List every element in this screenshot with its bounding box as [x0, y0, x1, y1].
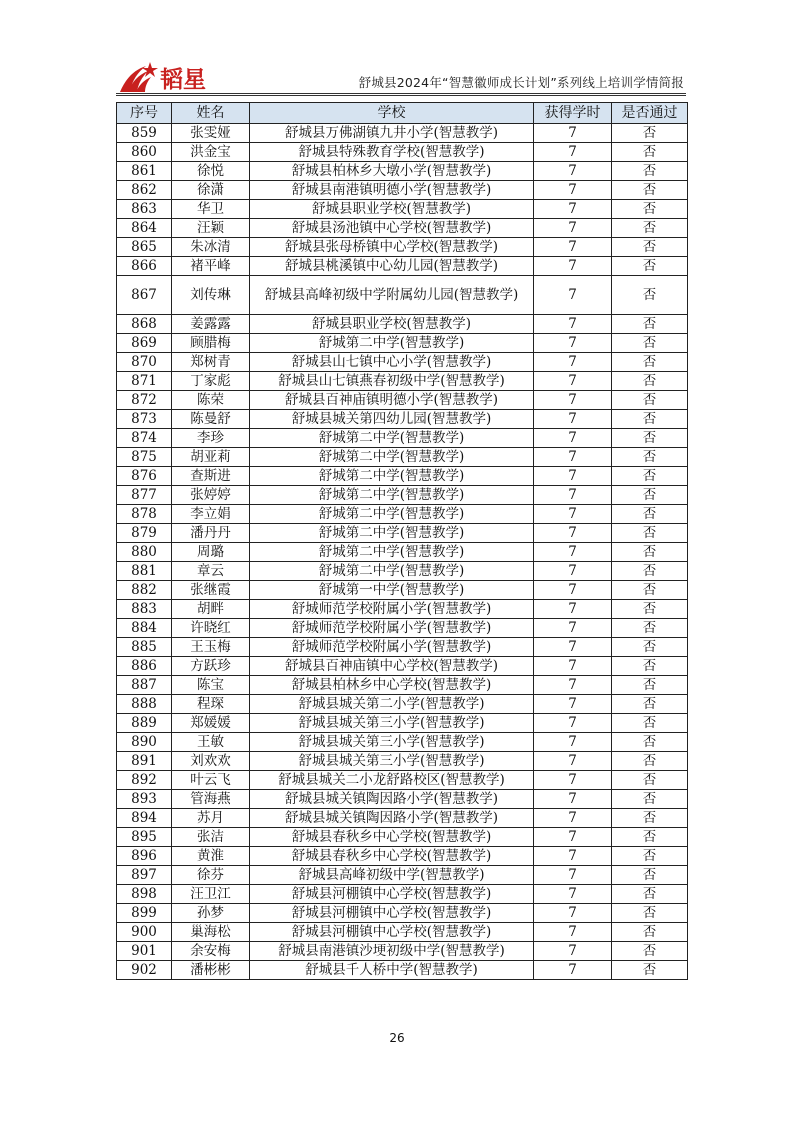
- cell-school: 舒城县柏林乡大墩小学(智慧教学): [250, 162, 534, 181]
- cell-name: 叶云飞: [172, 771, 250, 790]
- table-header-row: [117, 103, 688, 124]
- cell-index: 889: [117, 714, 172, 733]
- cell-hours: 7: [534, 410, 612, 429]
- table-row: [117, 334, 688, 353]
- table-row: [117, 619, 688, 638]
- table-row: [117, 562, 688, 581]
- cell-index: 862: [117, 181, 172, 200]
- cell-school: 舒城县河棚镇中心学校(智慧教学): [250, 923, 534, 942]
- cell-name: 许晓红: [172, 619, 250, 638]
- cell-passed: 否: [612, 143, 688, 162]
- cell-index: 887: [117, 676, 172, 695]
- cell-school: 舒城师范学校附属小学(智慧教学): [250, 600, 534, 619]
- cell-school: 舒城县桃溪镇中心幼儿园(智慧教学): [250, 257, 534, 276]
- cell-index: 885: [117, 638, 172, 657]
- cell-name: 胡畔: [172, 600, 250, 619]
- cell-index: 898: [117, 885, 172, 904]
- cell-name: 张继霞: [172, 581, 250, 600]
- table-row: [117, 942, 688, 961]
- cell-school: 舒城第二中学(智慧教学): [250, 524, 534, 543]
- cell-school: 舒城县千人桥中学(智慧教学): [250, 961, 534, 980]
- table-row: [117, 866, 688, 885]
- cell-index: 893: [117, 790, 172, 809]
- cell-school: 舒城师范学校附属小学(智慧教学): [250, 638, 534, 657]
- cell-school: 舒城县春秋乡中心学校(智慧教学): [250, 828, 534, 847]
- cell-school: 舒城师范学校附属小学(智慧教学): [250, 619, 534, 638]
- cell-index: 865: [117, 238, 172, 257]
- cell-index: 861: [117, 162, 172, 181]
- cell-index: 891: [117, 752, 172, 771]
- cell-school: 舒城县柏林乡中心学校(智慧教学): [250, 676, 534, 695]
- table-row: [117, 885, 688, 904]
- table-row: [117, 733, 688, 752]
- cell-passed: 否: [612, 619, 688, 638]
- cell-school: 舒城县城关镇陶因路小学(智慧教学): [250, 790, 534, 809]
- page-number: 26: [389, 1031, 405, 1045]
- cell-name: 孙梦: [172, 904, 250, 923]
- cell-index: 895: [117, 828, 172, 847]
- cell-school: 舒城县河棚镇中心学校(智慧教学): [250, 885, 534, 904]
- table-row: [117, 657, 688, 676]
- cell-name: 朱冰清: [172, 238, 250, 257]
- cell-name: 管海燕: [172, 790, 250, 809]
- cell-school: 舒城县南港镇明德小学(智慧教学): [250, 181, 534, 200]
- cell-school: 舒城第一中学(智慧教学): [250, 581, 534, 600]
- cell-school: 舒城县山七镇中心小学(智慧教学): [250, 353, 534, 372]
- cell-index: 869: [117, 334, 172, 353]
- table-row: [117, 961, 688, 980]
- cell-school: 舒城第二中学(智慧教学): [250, 562, 534, 581]
- cell-hours: 7: [534, 752, 612, 771]
- cell-hours: 7: [534, 315, 612, 334]
- cell-passed: 否: [612, 524, 688, 543]
- cell-passed: 否: [612, 790, 688, 809]
- cell-name: 徐芬: [172, 866, 250, 885]
- cell-name: 张婷婷: [172, 486, 250, 505]
- cell-index: 866: [117, 257, 172, 276]
- column-header-school: 学校: [250, 103, 534, 124]
- cell-hours: 7: [534, 733, 612, 752]
- cell-school: 舒城县城关第三小学(智慧教学): [250, 733, 534, 752]
- cell-name: 张雯娅: [172, 124, 250, 143]
- cell-passed: 否: [612, 486, 688, 505]
- cell-name: 褚平峰: [172, 257, 250, 276]
- cell-index: 863: [117, 200, 172, 219]
- cell-passed: 否: [612, 181, 688, 200]
- cell-name: 陈宝: [172, 676, 250, 695]
- table-row: [117, 486, 688, 505]
- cell-school: 舒城第二中学(智慧教学): [250, 543, 534, 562]
- cell-name: 潘彬彬: [172, 961, 250, 980]
- table-row: [117, 638, 688, 657]
- cell-name: 周璐: [172, 543, 250, 562]
- column-header-index: 序号: [117, 103, 172, 124]
- cell-school: 舒城县高峰初级中学(智慧教学): [250, 866, 534, 885]
- table-row: [117, 524, 688, 543]
- cell-school: 舒城第二中学(智慧教学): [250, 505, 534, 524]
- cell-index: 881: [117, 562, 172, 581]
- cell-passed: 否: [612, 904, 688, 923]
- cell-name: 丁家彪: [172, 372, 250, 391]
- table-row: [117, 505, 688, 524]
- cell-name: 张洁: [172, 828, 250, 847]
- cell-school: 舒城县南港镇沙埂初级中学(智慧教学): [250, 942, 534, 961]
- cell-hours: 7: [534, 162, 612, 181]
- cell-school: 舒城县汤池镇中心学校(智慧教学): [250, 219, 534, 238]
- cell-hours: 7: [534, 809, 612, 828]
- cell-name: 郑媛媛: [172, 714, 250, 733]
- cell-hours: 7: [534, 448, 612, 467]
- cell-index: 877: [117, 486, 172, 505]
- table-row: [117, 143, 688, 162]
- cell-hours: 7: [534, 600, 612, 619]
- table-row: [117, 809, 688, 828]
- cell-index: 875: [117, 448, 172, 467]
- cell-hours: 7: [534, 961, 612, 980]
- table-row: [117, 752, 688, 771]
- cell-passed: 否: [612, 771, 688, 790]
- cell-passed: 否: [612, 257, 688, 276]
- cell-passed: 否: [612, 467, 688, 486]
- cell-index: 886: [117, 657, 172, 676]
- cell-index: 878: [117, 505, 172, 524]
- cell-name: 黄淮: [172, 847, 250, 866]
- cell-name: 巢海松: [172, 923, 250, 942]
- cell-hours: 7: [534, 695, 612, 714]
- table-row: [117, 353, 688, 372]
- cell-hours: 7: [534, 790, 612, 809]
- cell-index: 884: [117, 619, 172, 638]
- cell-passed: 否: [612, 714, 688, 733]
- table-row: [117, 448, 688, 467]
- table-row: [117, 847, 688, 866]
- table-row: [117, 600, 688, 619]
- cell-passed: 否: [612, 733, 688, 752]
- cell-school: 舒城第二中学(智慧教学): [250, 429, 534, 448]
- cell-hours: 7: [534, 714, 612, 733]
- table-row: [117, 162, 688, 181]
- table-row: [117, 124, 688, 143]
- cell-school: 舒城第二中学(智慧教学): [250, 334, 534, 353]
- cell-passed: 否: [612, 809, 688, 828]
- svg-text:韬星: 韬星: [160, 66, 206, 93]
- cell-name: 程琛: [172, 695, 250, 714]
- cell-index: 901: [117, 942, 172, 961]
- table-body: [117, 124, 688, 980]
- training-roster-table: [116, 102, 688, 980]
- cell-school: 舒城县特殊教育学校(智慧教学): [250, 143, 534, 162]
- cell-school: 舒城县河棚镇中心学校(智慧教学): [250, 904, 534, 923]
- cell-name: 查斯进: [172, 467, 250, 486]
- cell-name: 胡亚莉: [172, 448, 250, 467]
- cell-index: 879: [117, 524, 172, 543]
- table-row: [117, 828, 688, 847]
- document-title: 舒城县2024年“智慧徽师成长计划”系列线上培训学情简报: [358, 75, 684, 90]
- table-row: [117, 372, 688, 391]
- cell-passed: 否: [612, 448, 688, 467]
- page-header: [116, 58, 686, 96]
- cell-passed: 否: [612, 505, 688, 524]
- cell-name: 刘传琳: [172, 276, 250, 315]
- table-row: [117, 676, 688, 695]
- cell-index: 874: [117, 429, 172, 448]
- cell-passed: 否: [612, 657, 688, 676]
- cell-index: 868: [117, 315, 172, 334]
- cell-school: 舒城县城关二小龙舒路校区(智慧教学): [250, 771, 534, 790]
- cell-name: 顾腊梅: [172, 334, 250, 353]
- cell-hours: 7: [534, 923, 612, 942]
- cell-index: 899: [117, 904, 172, 923]
- cell-school: 舒城县春秋乡中心学校(智慧教学): [250, 847, 534, 866]
- cell-passed: 否: [612, 600, 688, 619]
- cell-name: 余安梅: [172, 942, 250, 961]
- table-row: [117, 543, 688, 562]
- cell-index: 896: [117, 847, 172, 866]
- cell-index: 890: [117, 733, 172, 752]
- cell-passed: 否: [612, 885, 688, 904]
- cell-passed: 否: [612, 828, 688, 847]
- cell-index: 902: [117, 961, 172, 980]
- cell-passed: 否: [612, 847, 688, 866]
- cell-school: 舒城县城关第二小学(智慧教学): [250, 695, 534, 714]
- cell-school: 舒城县百神庙镇明德小学(智慧教学): [250, 391, 534, 410]
- column-header-name: 姓名: [172, 103, 250, 124]
- cell-name: 洪金宝: [172, 143, 250, 162]
- cell-index: 873: [117, 410, 172, 429]
- cell-school: 舒城县万佛湖镇九井小学(智慧教学): [250, 124, 534, 143]
- cell-hours: 7: [534, 124, 612, 143]
- cell-passed: 否: [612, 638, 688, 657]
- cell-hours: 7: [534, 467, 612, 486]
- cell-school: 舒城县职业学校(智慧教学): [250, 200, 534, 219]
- cell-passed: 否: [612, 391, 688, 410]
- cell-hours: 7: [534, 505, 612, 524]
- cell-school: 舒城县高峰初级中学附属幼儿园(智慧教学): [250, 276, 534, 315]
- cell-name: 苏月: [172, 809, 250, 828]
- table-row: [117, 410, 688, 429]
- cell-hours: 7: [534, 904, 612, 923]
- cell-hours: 7: [534, 143, 612, 162]
- brand-logo: [116, 58, 212, 94]
- cell-index: 897: [117, 866, 172, 885]
- table-row: [117, 790, 688, 809]
- table-row: [117, 467, 688, 486]
- header-divider: [116, 93, 686, 94]
- cell-school: 舒城县张母桥镇中心学校(智慧教学): [250, 238, 534, 257]
- cell-name: 潘丹丹: [172, 524, 250, 543]
- cell-hours: 7: [534, 257, 612, 276]
- cell-name: 陈荣: [172, 391, 250, 410]
- cell-name: 王敏: [172, 733, 250, 752]
- cell-name: 李珍: [172, 429, 250, 448]
- table-row: [117, 276, 688, 315]
- cell-name: 华卫: [172, 200, 250, 219]
- cell-hours: 7: [534, 219, 612, 238]
- table-row: [117, 581, 688, 600]
- cell-name: 汪卫江: [172, 885, 250, 904]
- cell-passed: 否: [612, 429, 688, 448]
- cell-index: 870: [117, 353, 172, 372]
- cell-hours: 7: [534, 676, 612, 695]
- cell-index: 888: [117, 695, 172, 714]
- cell-hours: 7: [534, 847, 612, 866]
- cell-passed: 否: [612, 162, 688, 181]
- cell-passed: 否: [612, 219, 688, 238]
- column-header-hours: 获得学时: [534, 103, 612, 124]
- cell-passed: 否: [612, 315, 688, 334]
- cell-hours: 7: [534, 866, 612, 885]
- cell-hours: 7: [534, 562, 612, 581]
- cell-passed: 否: [612, 124, 688, 143]
- cell-hours: 7: [534, 638, 612, 657]
- cell-passed: 否: [612, 372, 688, 391]
- cell-passed: 否: [612, 942, 688, 961]
- cell-hours: 7: [534, 372, 612, 391]
- cell-hours: 7: [534, 200, 612, 219]
- header-divider-secondary: [116, 95, 686, 96]
- cell-passed: 否: [612, 238, 688, 257]
- cell-index: 900: [117, 923, 172, 942]
- cell-hours: 7: [534, 942, 612, 961]
- cell-name: 王玉梅: [172, 638, 250, 657]
- cell-school: 舒城县城关第四幼儿园(智慧教学): [250, 410, 534, 429]
- cell-passed: 否: [612, 334, 688, 353]
- cell-passed: 否: [612, 676, 688, 695]
- table-row: [117, 238, 688, 257]
- table-row: [117, 429, 688, 448]
- cell-hours: 7: [534, 486, 612, 505]
- cell-index: 883: [117, 600, 172, 619]
- table-row: [117, 257, 688, 276]
- cell-index: 876: [117, 467, 172, 486]
- cell-hours: 7: [534, 771, 612, 790]
- table-row: [117, 181, 688, 200]
- cell-hours: 7: [534, 334, 612, 353]
- cell-hours: 7: [534, 276, 612, 315]
- cell-index: 864: [117, 219, 172, 238]
- table-row: [117, 923, 688, 942]
- cell-school: 舒城第二中学(智慧教学): [250, 486, 534, 505]
- cell-index: 880: [117, 543, 172, 562]
- cell-hours: 7: [534, 581, 612, 600]
- cell-school: 舒城第二中学(智慧教学): [250, 448, 534, 467]
- table-row: [117, 771, 688, 790]
- cell-name: 郑树青: [172, 353, 250, 372]
- cell-passed: 否: [612, 200, 688, 219]
- cell-school: 舒城第二中学(智慧教学): [250, 467, 534, 486]
- cell-index: 867: [117, 276, 172, 315]
- cell-passed: 否: [612, 866, 688, 885]
- table-row: [117, 904, 688, 923]
- cell-passed: 否: [612, 752, 688, 771]
- cell-school: 舒城县百神庙镇中心学校(智慧教学): [250, 657, 534, 676]
- cell-hours: 7: [534, 181, 612, 200]
- cell-school: 舒城县城关第三小学(智慧教学): [250, 752, 534, 771]
- cell-index: 894: [117, 809, 172, 828]
- cell-name: 陈曼舒: [172, 410, 250, 429]
- table-row: [117, 200, 688, 219]
- cell-school: 舒城县职业学校(智慧教学): [250, 315, 534, 334]
- cell-hours: 7: [534, 885, 612, 904]
- table-row: [117, 315, 688, 334]
- cell-passed: 否: [612, 695, 688, 714]
- table-row: [117, 714, 688, 733]
- cell-name: 章云: [172, 562, 250, 581]
- cell-passed: 否: [612, 923, 688, 942]
- cell-index: 859: [117, 124, 172, 143]
- cell-hours: 7: [534, 524, 612, 543]
- cell-name: 徐悦: [172, 162, 250, 181]
- cell-hours: 7: [534, 391, 612, 410]
- cell-index: 860: [117, 143, 172, 162]
- cell-name: 徐潇: [172, 181, 250, 200]
- cell-name: 刘欢欢: [172, 752, 250, 771]
- cell-school: 舒城县山七镇燕春初级中学(智慧教学): [250, 372, 534, 391]
- cell-passed: 否: [612, 562, 688, 581]
- cell-name: 汪颖: [172, 219, 250, 238]
- cell-school: 舒城县城关镇陶因路小学(智慧教学): [250, 809, 534, 828]
- cell-hours: 7: [534, 657, 612, 676]
- table-row: [117, 695, 688, 714]
- cell-hours: 7: [534, 238, 612, 257]
- cell-hours: 7: [534, 543, 612, 562]
- cell-hours: 7: [534, 353, 612, 372]
- cell-hours: 7: [534, 429, 612, 448]
- cell-hours: 7: [534, 828, 612, 847]
- cell-index: 872: [117, 391, 172, 410]
- cell-passed: 否: [612, 961, 688, 980]
- cell-index: 871: [117, 372, 172, 391]
- table-row: [117, 391, 688, 410]
- cell-passed: 否: [612, 410, 688, 429]
- cell-passed: 否: [612, 276, 688, 315]
- cell-index: 892: [117, 771, 172, 790]
- cell-hours: 7: [534, 619, 612, 638]
- cell-passed: 否: [612, 353, 688, 372]
- column-header-passed: 是否通过: [612, 103, 688, 124]
- cell-passed: 否: [612, 581, 688, 600]
- cell-name: 姜露露: [172, 315, 250, 334]
- cell-school: 舒城县城关第三小学(智慧教学): [250, 714, 534, 733]
- cell-passed: 否: [612, 543, 688, 562]
- cell-name: 李立娟: [172, 505, 250, 524]
- table-row: [117, 219, 688, 238]
- cell-name: 方跃珍: [172, 657, 250, 676]
- cell-index: 882: [117, 581, 172, 600]
